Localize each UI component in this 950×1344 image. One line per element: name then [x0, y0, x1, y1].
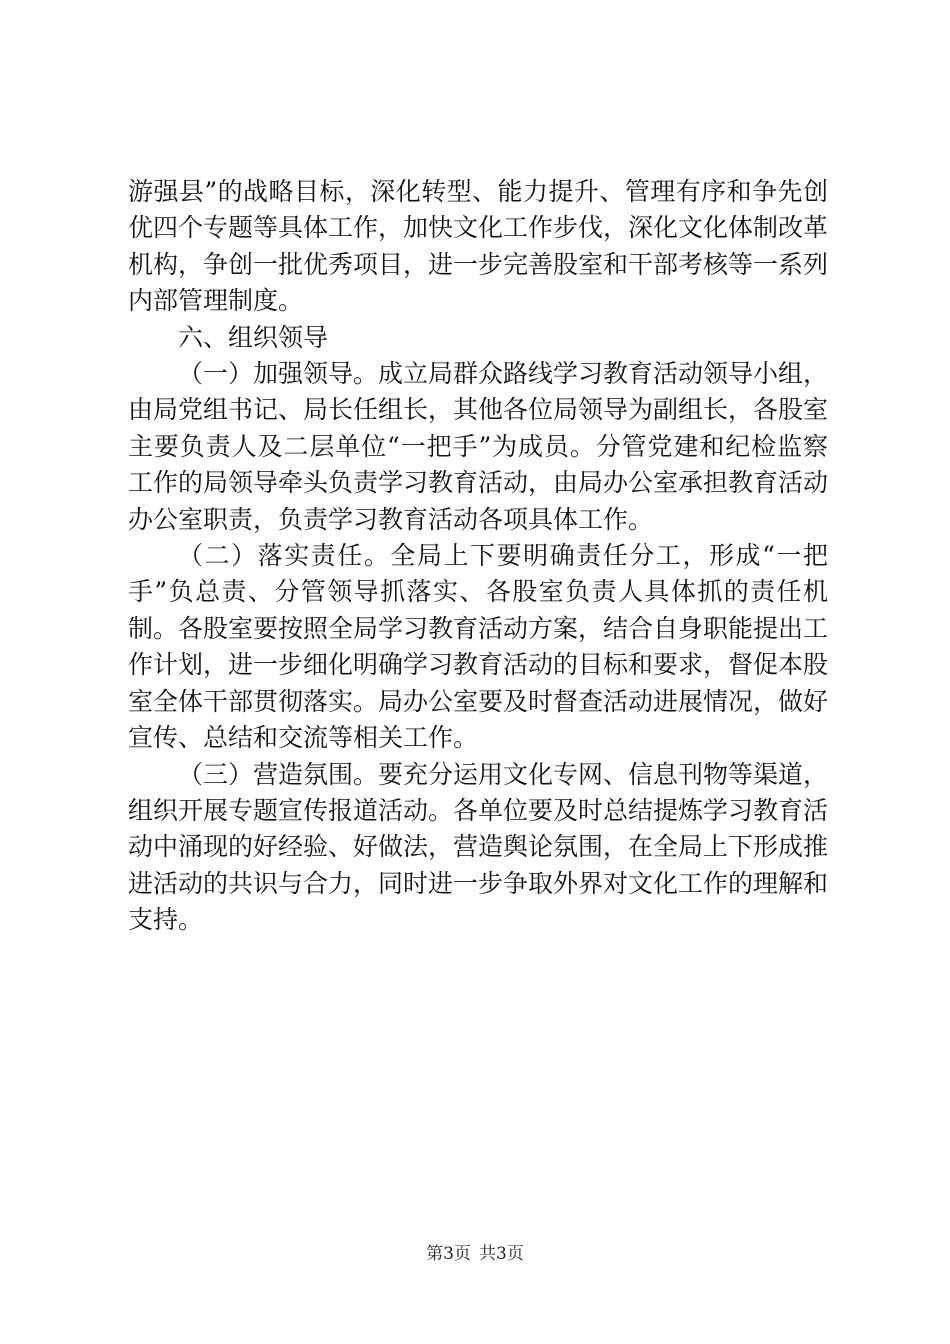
document-body [128, 174, 828, 939]
paragraph-continuation: 游强县”的战略目标，深化转型、能力提升、管理有序和争先创优四个专题等具体工作，加快文化工作步伐，深化文化体制改革机构，争创一批优秀项目，进一步完善股室和干部考核等一系列内部管理制度。 [128, 177, 829, 316]
paragraph-leadership: （一）加强领导。成立局群众路线学习教育活动领导小组，由局党组书记、局长任组长，其他各位局领导为副组长，各股室主要负责人及二层单位“一把手”为成员。分管党建和纪检监察工作的局领导牵头负责学习教育活动，由局办公室承担教育活动办公室职责，负责学习教育活动各项具体工作。 [128, 359, 829, 534]
section-heading: 六、组织领导 [178, 322, 329, 352]
paragraph-atmosphere: （三）营造氛围。要充分运用文化专网、信息刊物等渠道，组织开展专题宣传报道活动。各单位要及时总结提炼学习教育活动中涌现的好经验、好做法，营造舆论氛围，在全局上下形成推进活动的共识与合力，同时进一步争取外界对文化工作的理解和支持。 [128, 759, 829, 935]
page-number: 第3页 [426, 1244, 471, 1264]
page-total: 共3页 [479, 1244, 524, 1264]
page-footer [0, 1244, 950, 1264]
paragraph-responsibility: （二）落实责任。全局上下要明确责任分工，形成“一把手”负总责、分管领导抓落实、各股室负责人具体抓的责任机制。各股室要按照全局学习教育活动方案，结合自身职能提出工作计划，进一步细化明确学习教育活动的目标和要求，督促本股室全体干部贯彻落实。局办公室要及时督查活动进展情况，做好宣传、总结和交流等相关工作。 [128, 541, 829, 753]
